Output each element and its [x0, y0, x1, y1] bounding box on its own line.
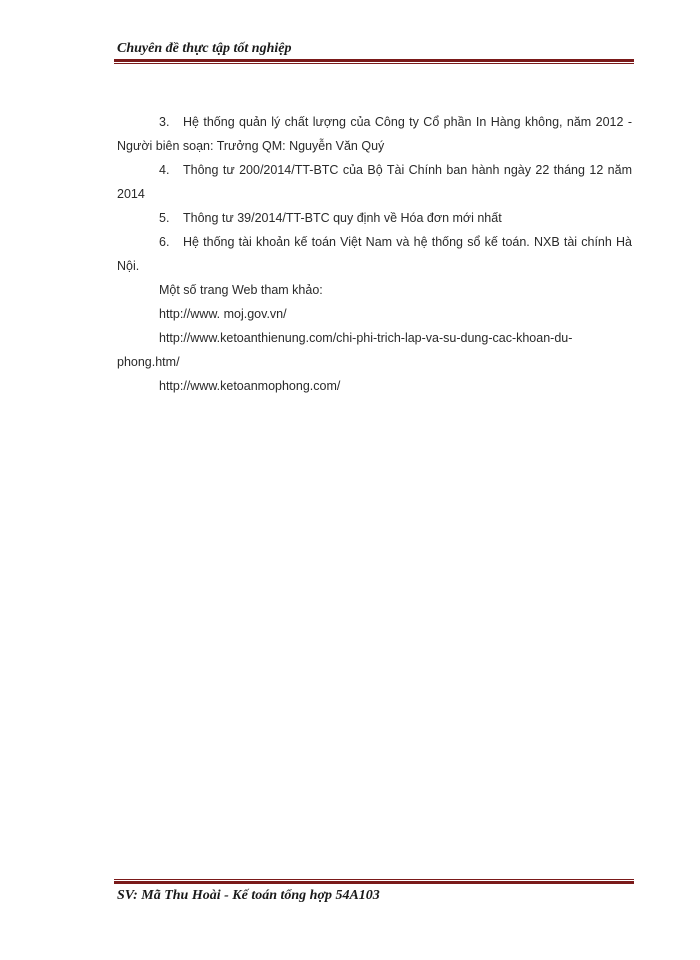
footer-student-info: SV: Mã Thu Hoài - Kế toán tổng hợp 54A103: [117, 888, 380, 903]
reference-item-4: [117, 158, 632, 206]
reference-text: Thông tư 39/2014/TT-BTC quy định về Hóa đơn mới nhất: [183, 211, 502, 225]
website-link[interactable]: http://www. moj.gov.vn/: [159, 307, 287, 321]
reference-text: Hệ thống tài khoản kế toán Việt Nam và hệ thống sổ kế toán. NXB tài chính Hà Nội.: [117, 235, 632, 273]
reference-item-3: [117, 110, 632, 158]
reference-number: 3.: [159, 115, 170, 129]
reference-item-6: [117, 230, 632, 278]
reference-text: Hệ thống quản lý chất lượng của Công ty Cổ phần In Hàng không, năm 2012 - Người biên soạn: Trưởng QM: Nguyễn Văn Quý: [117, 115, 632, 153]
reference-number: 5.: [159, 211, 170, 225]
header-rule: [114, 59, 634, 64]
website-link[interactable]: http://www.ketoanthienung.com/chi-phi-trich-lap-va-su-dung-cac-khoan-du-phong.htm/: [117, 331, 573, 369]
websites-heading: Một số trang Web tham khảo:: [159, 283, 323, 297]
reference-text: Thông tư 200/2014/TT-BTC của Bộ Tài Chính ban hành ngày 22 tháng 12 năm 2014: [117, 163, 632, 201]
reference-item-5: [117, 206, 632, 230]
reference-number: 6.: [159, 235, 170, 249]
references-body: [117, 110, 632, 398]
document-title: Chuyên đề thực tập tốt nghiệp: [117, 41, 292, 56]
website-link[interactable]: http://www.ketoanmophong.com/: [159, 379, 341, 393]
reference-number: 4.: [159, 163, 170, 177]
footer-rule: [114, 879, 634, 884]
